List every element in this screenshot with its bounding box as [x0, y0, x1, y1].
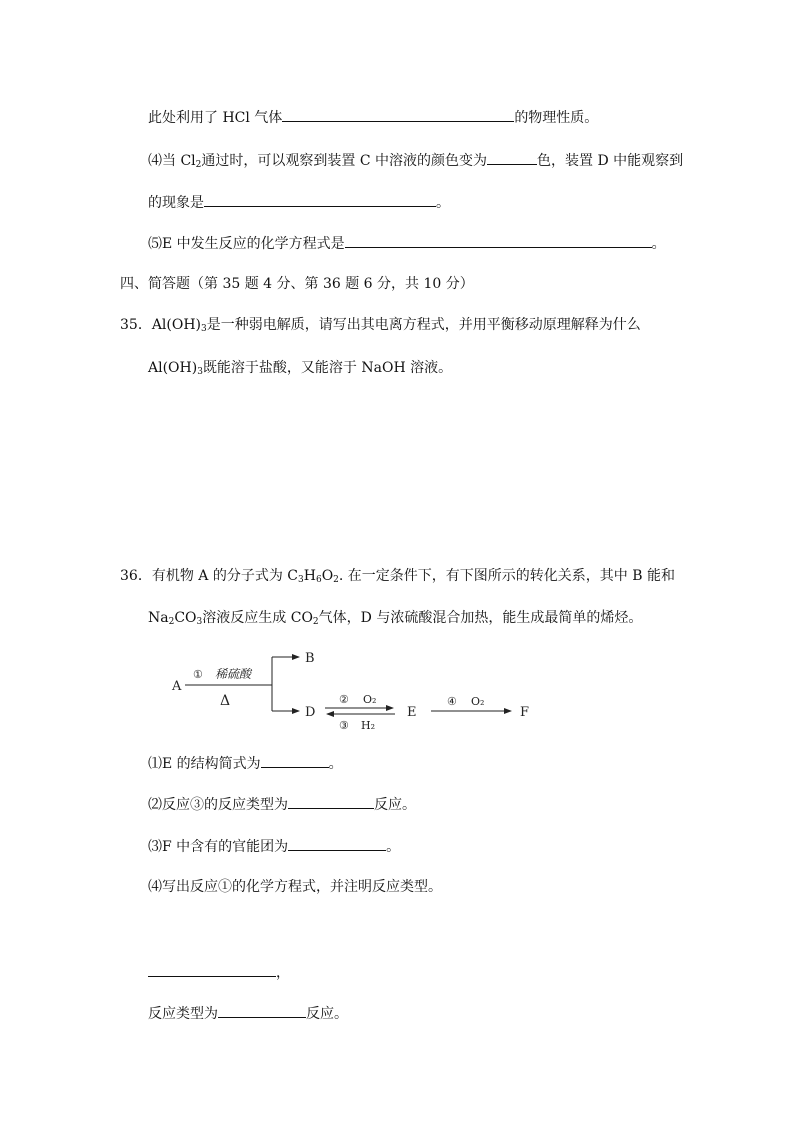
subscript: 6 — [315, 575, 322, 585]
q36-text: H — [303, 568, 316, 584]
answer-blank[interactable] — [148, 962, 276, 977]
answer-blank[interactable] — [282, 107, 514, 122]
answer-blank[interactable] — [261, 753, 329, 768]
q34-item4-text4: 的现象是 — [148, 195, 204, 211]
q36-type-text: 反应类型为 — [148, 1006, 218, 1022]
subscript: 3 — [196, 617, 203, 627]
q34-line1 — [148, 107, 598, 127]
node-b: B — [305, 651, 315, 666]
subscript: 2 — [168, 617, 175, 627]
reagent-label-4: O₂ — [471, 695, 485, 708]
q36-sub2-tail: 反应。 — [374, 797, 416, 813]
q35-text3: Al(OH) — [148, 360, 198, 376]
q35-line1 — [120, 316, 641, 334]
q36-line2 — [148, 609, 642, 627]
q36-sub2 — [148, 794, 416, 814]
punctuation: 。 — [651, 236, 666, 252]
step-label-2: ② — [339, 693, 349, 706]
node-a: A — [172, 679, 182, 694]
punctuation: 。 — [386, 839, 401, 855]
q36-text: O — [321, 568, 334, 584]
subscript: 3 — [298, 575, 304, 585]
q36-sub1 — [148, 753, 343, 773]
answer-blank[interactable] — [218, 1003, 306, 1018]
reagent-label-2: O₂ — [363, 693, 377, 706]
q36-sub3-text: ⑶F 中含有的官能团为 — [148, 839, 289, 855]
q36-sub3 — [148, 836, 400, 856]
node-e: E — [407, 705, 417, 720]
subscript: 2 — [312, 617, 319, 627]
node-f: F — [520, 705, 530, 720]
q35-line2 — [148, 359, 452, 377]
q36-reaction-type — [148, 1003, 348, 1023]
q36-line1 — [120, 567, 675, 585]
reagent-label-3: H₂ — [361, 719, 376, 732]
answer-blank[interactable] — [345, 233, 652, 248]
heat-symbol: Δ — [220, 693, 231, 709]
q36-sub4: ⑷写出反应①的化学方程式，并注明反应类型。 — [148, 879, 442, 895]
punctuation: 。 — [328, 756, 343, 772]
subscript: 3 — [201, 324, 207, 334]
answer-blank[interactable] — [288, 794, 374, 809]
q35-text: 35．Al(OH) — [120, 317, 202, 333]
node-d: D — [305, 705, 316, 720]
punctuation: ， — [276, 965, 290, 981]
q34-item5 — [148, 233, 666, 253]
answer-blank[interactable] — [288, 836, 386, 851]
reagent-label-1: 稀硫酸 — [215, 667, 252, 681]
answer-blank[interactable] — [204, 192, 436, 207]
step-label-4: ④ — [447, 695, 457, 708]
step-label-1: ① — [193, 668, 203, 681]
q36-sub2-text: ⑵反应③的反应类型为 — [148, 797, 288, 813]
q36-text: 36．有机物 A 的分子式为 C — [120, 568, 298, 584]
q35-text2: 是一种弱电解质，请写出其电离方程式，并用平衡移动原理解释为什么 — [206, 317, 641, 333]
subscript: 2 — [195, 160, 202, 170]
q34-item4-text3: 色，装置 D 中能观察到 — [537, 153, 684, 169]
answer-blank[interactable] — [487, 150, 537, 165]
q34-item4-cont — [148, 192, 450, 212]
q36-sub1-text: ⑴E 的结构简式为 — [148, 756, 261, 772]
subscript: 3 — [197, 367, 203, 377]
subscript: 2 — [333, 575, 339, 585]
q36-text: 溶液反应生成 CO — [202, 610, 313, 626]
section-heading: 四、简答题（第 35 题 4 分、第 36 题 6 分，共 10 分） — [120, 276, 474, 292]
q34-line1-tail: 的物理性质。 — [514, 110, 599, 126]
q34-item4 — [148, 150, 683, 170]
q34-line1-text: 此处利用了 HCl 气体 — [148, 110, 283, 126]
punctuation: 。 — [436, 195, 450, 211]
q34-item5-text: ⑸E 中发生反应的化学方程式是 — [148, 236, 345, 252]
q36-equation-line — [148, 962, 290, 982]
q35-text4: 既能溶于盐酸，又能溶于 NaOH 溶液。 — [202, 360, 453, 376]
q36-text: CO — [174, 610, 197, 626]
q36-text: Na — [148, 610, 169, 626]
q34-item4-text2: 通过时，可以观察到装置 C 中溶液的颜色变为 — [201, 153, 487, 169]
reaction-diagram — [165, 645, 545, 740]
q36-text: . 在一定条件下，有下图所示的转化关系，其中 B 能和 — [338, 568, 675, 584]
step-label-3: ③ — [339, 719, 349, 732]
q36-type-tail: 反应。 — [306, 1006, 348, 1022]
q36-text: 气体，D 与浓硫酸混合加热，能生成最简单的烯烃。 — [318, 610, 643, 626]
q34-item4-text: ⑷当 Cl — [148, 153, 196, 169]
